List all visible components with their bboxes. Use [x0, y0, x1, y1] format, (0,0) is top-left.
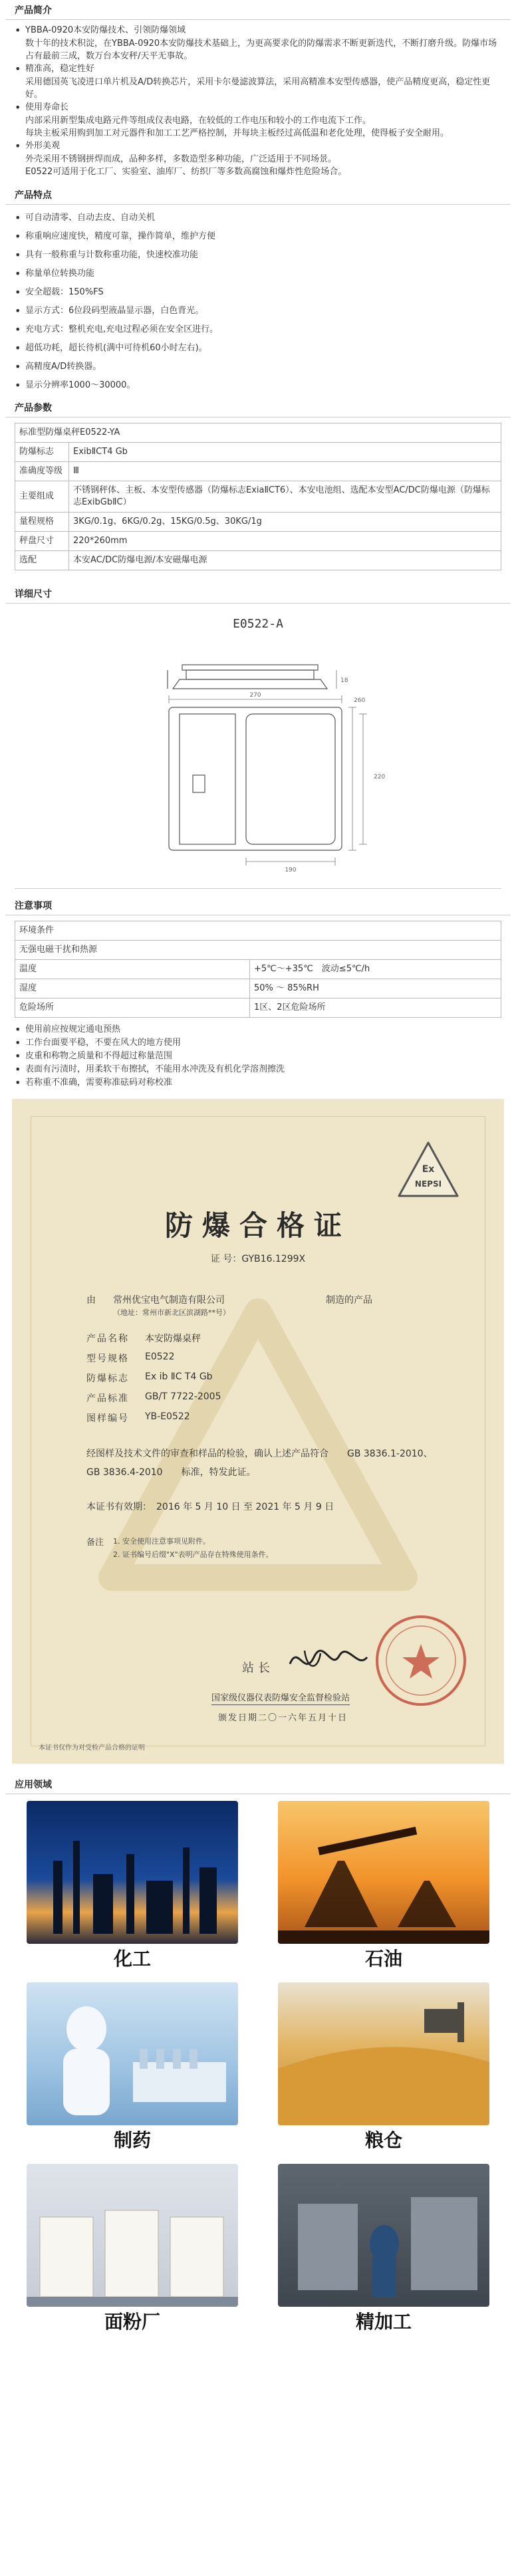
- note-value: +5℃～+35℃ 波动≤5℃/h: [250, 960, 501, 979]
- bullet-dot: •: [15, 230, 21, 243]
- bullet-dot: •: [15, 1063, 21, 1076]
- app-granary: [278, 1982, 489, 2156]
- certificate-statement: 经图样及技术文件的审查和样品的检验，确认上述产品符合 GB 3836.1-2010、GB 3836.4-2010 标准，特发此证。: [86, 1449, 433, 1478]
- param-key: 量程规格: [15, 513, 69, 532]
- app-label-chemical: 化工: [113, 1948, 151, 1970]
- params-title: 产品参数: [15, 403, 52, 413]
- remarks-label: 备注: [86, 1538, 104, 1548]
- certificate-number: 证 号：GYB16.1299X: [210, 1254, 306, 1264]
- notes-section-header: [5, 895, 511, 915]
- param-key: 准确度等级: [15, 462, 69, 481]
- params-row: [15, 532, 501, 551]
- app-label-flour: 面粉厂: [104, 2311, 160, 2333]
- bullet-dot: •: [15, 323, 21, 336]
- intro-bullet-text: 使用寿命长: [25, 102, 69, 112]
- feature-item: [15, 339, 501, 358]
- intro-title: 产品简介: [15, 5, 52, 16]
- feature-item: [15, 358, 501, 376]
- bullet-dot: •: [15, 1076, 21, 1089]
- manufacturer-suffix: 制造的产品: [326, 1295, 372, 1306]
- director-signature: [285, 1637, 371, 1684]
- explosion-proof-certificate: [12, 1099, 504, 1764]
- remark-2: 2. 证书编号后缀"X"表明产品存在特殊使用条件。: [113, 1550, 273, 1559]
- feature-item: [15, 302, 501, 320]
- intro-paragraph: 外壳采用不锈钢拼焊而成，品种多样，多数造型多种功能，广泛适用于不同场景。: [25, 154, 337, 164]
- note-item: [15, 1050, 501, 1063]
- cert-product-row: [86, 1332, 201, 1345]
- features-section-header: [5, 185, 511, 205]
- scale-drawing: [15, 609, 501, 888]
- product-label: 产品名称: [86, 1334, 129, 1344]
- remark-1: 1. 安全使用注意事项见附件。: [113, 1537, 210, 1546]
- dim-label-pan: 190: [285, 867, 297, 874]
- intro-paragraph: 内部采用新型集成电路元件等组成仪表电路，在较低的工作电压和较小的工作电流下工作。: [25, 116, 372, 126]
- intro-bullet-text: 精准高，稳定性好: [25, 64, 95, 74]
- feature-item: [15, 320, 501, 339]
- param-key: 主要组成: [15, 481, 69, 513]
- certificate-title: 防爆合格证: [164, 1209, 351, 1242]
- param-value: 本安AC/DC防爆电源/本安磁爆电源: [69, 551, 501, 570]
- intro-bullet: [15, 24, 501, 37]
- dim-label-height: 260: [354, 697, 366, 704]
- cert-manufacturer-row: [86, 1293, 372, 1306]
- badge-text: NEPSI: [414, 1179, 442, 1189]
- app-label-petroleum: 石油: [364, 1948, 402, 1970]
- param-key: 选配: [15, 551, 69, 570]
- feature-item: [15, 283, 501, 302]
- intro-section-header: [5, 0, 511, 20]
- feature-item: [15, 246, 501, 265]
- note-item: [15, 1036, 501, 1050]
- notes-row: [15, 998, 501, 1018]
- param-key: 防爆标志: [15, 443, 69, 462]
- bullet-dot: •: [15, 1036, 21, 1049]
- manufacturer-address: （地址：常州市新北区滨湖路**号）: [113, 1308, 230, 1317]
- params-row: [15, 551, 501, 570]
- features-list: [0, 205, 516, 395]
- intro-paragraph: 采用德国英飞凌进口单片机及A/D转换芯片，采用卡尔曼滤波算法，采用高精准本安型传感器，使产品精度更高，稳定性更好。: [25, 77, 491, 100]
- note-text: 工作台面要平稳，不要在风大的地方使用: [25, 1038, 182, 1048]
- bullet-dot: •: [15, 62, 21, 75]
- intro-paragraph: 数十年的技术积淀，在YBBA-0920本安防爆技术基础上，为更高要求化的防爆需求不断更新迭代，不断打磨升级。防爆市场占有最前三成，数万台本安秤/天平无事故。: [25, 39, 497, 61]
- feature-text: 称量单位转换功能: [25, 269, 95, 279]
- scale-side-view: [168, 665, 327, 689]
- dim-label-depth: 220: [374, 774, 386, 780]
- params-row: [15, 462, 501, 481]
- drawing-label: 图样编号: [86, 1413, 129, 1424]
- applications-title: 应用领域: [15, 1780, 52, 1790]
- params-table-heading: 标准型防爆桌秤E0522-YA: [15, 423, 501, 443]
- cert-drawing-row: [86, 1411, 190, 1425]
- mark-value: Ex ib ⅡC T4 Gb: [145, 1371, 213, 1382]
- chemical-plant-image: [27, 1801, 238, 1944]
- app-label-machining: 精加工: [355, 2311, 412, 2333]
- param-value: ExibⅡCT4 Gb: [69, 443, 501, 462]
- intro-bullet-text: 外形美观: [25, 141, 61, 151]
- feature-item: [15, 376, 501, 395]
- params-row: [15, 513, 501, 532]
- dimension-lines: [169, 670, 367, 866]
- note-text: 表面有污渍时，用柔软干布擦拭，不能用水冲洗及有机化学溶剂擦洗: [25, 1064, 285, 1074]
- intro-bullet: [15, 101, 501, 114]
- model-label: 型号规格: [86, 1353, 129, 1364]
- params-section-header: [5, 398, 511, 417]
- cert-model-row: [86, 1351, 174, 1365]
- param-key: 秤盘尺寸: [15, 532, 69, 551]
- std-label: 产品标准: [86, 1393, 129, 1404]
- drawing-value: YB-E0522: [145, 1411, 190, 1422]
- app-label-granary: 粮仓: [364, 2129, 402, 2151]
- scale-front-view: [169, 707, 342, 850]
- note-text: 使用前应按规定通电预热: [25, 1024, 121, 1034]
- oil-field-image: [278, 1801, 489, 1944]
- note-key: 危险场所: [15, 998, 250, 1018]
- dimension-drawing: [15, 609, 501, 889]
- note-item: [15, 1063, 501, 1076]
- std-value: GB/T 7722-2005: [145, 1391, 221, 1402]
- param-value: 3KG/0.1g、6KG/0.2g、15KG/0.5g、30KG/1g: [69, 513, 501, 532]
- bullet-dot: •: [15, 267, 21, 280]
- mark-label: 防爆标志: [86, 1373, 129, 1384]
- issue-date: 颁发日期二〇一六年五月十日: [218, 1713, 348, 1723]
- machining-image: [278, 2164, 489, 2307]
- note-text: 皮重和称物之质量和不得超过称量范围: [25, 1051, 173, 1061]
- app-flour: [27, 2164, 238, 2337]
- bullet-dot: •: [15, 342, 21, 354]
- note-value: 50% ～ 85%RH: [250, 979, 501, 998]
- intro-bullet: [15, 62, 501, 76]
- director-label: 站长: [242, 1661, 274, 1675]
- manufacturer-value: 常州优宝电气制造有限公司: [113, 1295, 225, 1306]
- param-value: 不锈钢秤体、主板、本安型传感器（防爆标志ExiaⅡCT6）、本安电池组、选配本安型AC/DC防爆电源（防爆标志ExibGbⅡC）: [69, 481, 501, 513]
- bullet-dot: •: [15, 304, 21, 317]
- cert-mark-row: [86, 1371, 213, 1385]
- official-seal: [371, 1611, 471, 1710]
- note-key: 温度: [15, 960, 250, 979]
- app-pharma: [27, 1982, 238, 2156]
- cert-std-row: [86, 1391, 221, 1405]
- bullet-dot: •: [15, 101, 21, 114]
- intro-paragraph: 每块主板采用购到加工对元器件和加工工艺严格控制，并每块主板经过高低温和老化处理，使得板子安全耐用。: [25, 128, 450, 138]
- bullet-dot: •: [15, 1050, 21, 1062]
- params-table: [15, 423, 501, 570]
- notes-row: [15, 979, 501, 998]
- certificate-validity: 本证书有效期： 2016 年 5 月 10 日 至 2021 年 5 月 9 日: [86, 1502, 334, 1512]
- bullet-dot: •: [15, 360, 21, 373]
- app-label-pharma: 制药: [113, 2129, 151, 2151]
- params-row: [15, 443, 501, 462]
- bullet-dot: •: [15, 211, 21, 224]
- features-title: 产品特点: [15, 190, 52, 201]
- notes-list: [0, 1018, 516, 1090]
- feature-item: [15, 265, 501, 283]
- feature-text: 安全超载：150%FS: [25, 287, 104, 297]
- app-machining: [278, 2164, 489, 2337]
- intro-body: [0, 20, 516, 178]
- bullet-dot: •: [15, 379, 21, 392]
- param-value: Ⅲ: [69, 462, 501, 481]
- app-petroleum: [278, 1801, 489, 1974]
- param-value: 220*260mm: [69, 532, 501, 551]
- bullet-dot: •: [15, 24, 21, 37]
- badge-ex: Ex: [422, 1164, 435, 1175]
- product-value: 本安防爆桌秤: [145, 1334, 201, 1344]
- bullet-dot: •: [15, 286, 21, 298]
- note-key: 湿度: [15, 979, 250, 998]
- intro-bullet-text: YBBA-0920本安防爆技术、引领防爆领域: [25, 25, 186, 35]
- app-chemical: [27, 1801, 238, 1974]
- model-value: E0522: [145, 1351, 175, 1362]
- applications-section-header: [5, 1774, 511, 1794]
- intro-bullet: [15, 140, 501, 153]
- drawing-model: E0522-A: [233, 617, 283, 631]
- cert-remarks: [86, 1535, 273, 1562]
- dim-label-width: 270: [249, 692, 261, 699]
- pharma-lab-image: [27, 1982, 238, 2125]
- manufacturer-label: 由: [86, 1295, 96, 1306]
- note-value: 1区、2区危险场所: [250, 998, 501, 1018]
- feature-text: 具有一般称重与计数称重功能，快速校准功能: [25, 250, 199, 260]
- dimensions-title: 详细尺寸: [15, 589, 52, 600]
- nepsi-badge: [395, 1139, 461, 1205]
- bullet-dot: •: [15, 1023, 21, 1036]
- notes-row: [15, 960, 501, 979]
- feature-text: 超低功耗，超长待机(满中可待机60小时左右)。: [25, 343, 207, 353]
- feature-text: 可自动清零、自动去皮、自动关机: [25, 213, 156, 223]
- feature-text: 充电方式：整机充电,充电过程必须在安全区进行。: [25, 324, 219, 334]
- note-item: [15, 1023, 501, 1036]
- flour-mill-image: [27, 2164, 238, 2307]
- intro-paragraph: E0522可适用于化工厂、实验室、油库厂、纺织厂等多数高腐蚀和爆炸性危险场合。: [25, 167, 347, 177]
- notes-title: 注意事项: [15, 901, 52, 911]
- granary-image: [278, 1982, 489, 2125]
- feature-text: 高精度A/D转换器。: [25, 362, 102, 372]
- bullet-dot: •: [15, 249, 21, 261]
- env-sub: 无强电磁干扰和热源: [15, 941, 501, 960]
- dim-label-side: 18: [340, 677, 348, 684]
- applications-grid: [27, 1801, 489, 2337]
- feature-item: [15, 227, 501, 246]
- feature-text: 显示分辨率1000～30000。: [25, 380, 136, 390]
- env-heading: 环境条件: [15, 921, 501, 941]
- feature-text: 显示方式：6位段码型液晶显示器，白色背光。: [25, 306, 204, 316]
- feature-text: 称重响应速度快，精度可靠，操作简单，维护方便: [25, 231, 216, 241]
- certificate-footer: 本证书仅作为对受检产品合格的证明: [39, 1744, 145, 1752]
- note-text: 若称重不准确，需要称准砝码对称校准: [25, 1078, 173, 1088]
- bullet-dot: •: [15, 140, 21, 152]
- params-row: [15, 481, 501, 513]
- note-item: [15, 1076, 501, 1090]
- issuing-authority: 国家级仪器仪表防爆安全监督检验站: [211, 1691, 350, 1705]
- notes-table: [15, 921, 501, 1018]
- dimensions-section-header: [5, 584, 511, 604]
- feature-item: [15, 209, 501, 227]
